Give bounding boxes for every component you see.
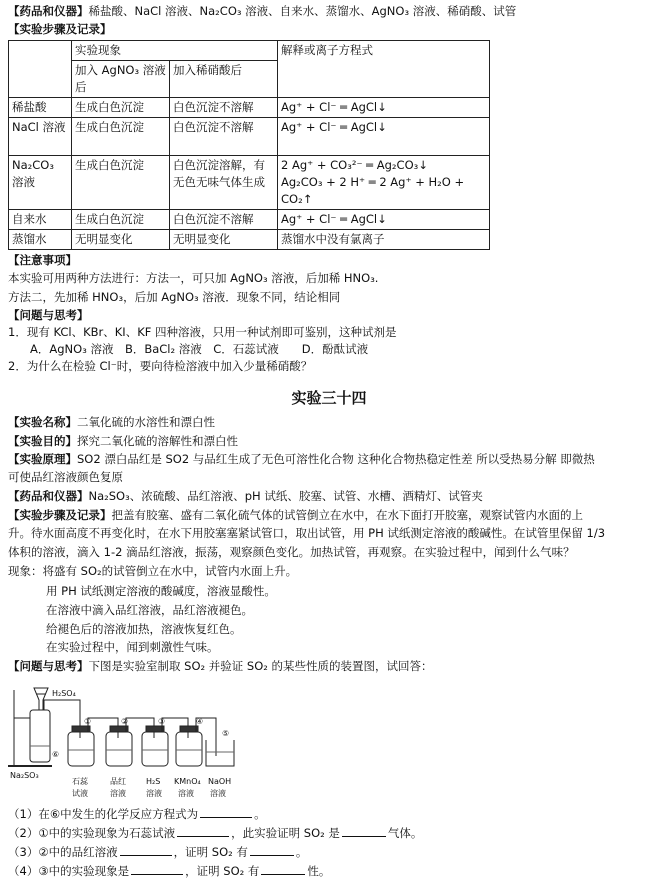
- observation-3: 给褪色后的溶液加热，溶液恢复红色。: [46, 622, 242, 636]
- answer-2-mid: ，此实验证明 SO₂ 是: [231, 826, 340, 840]
- row-equation: Ag⁺ + Cl⁻ ═ AgCl↓: [278, 98, 490, 118]
- notes-line-2: 方法二，先加稀 HNO₃，后加 AgNO₃ 溶液．现象不同，结论相同: [8, 290, 341, 304]
- answer-1: [8, 806, 266, 823]
- answer-2: [8, 825, 422, 842]
- answer-4-blank-1[interactable]: [131, 863, 183, 875]
- table-row: [9, 98, 490, 118]
- caption-4b: 溶液: [178, 789, 194, 798]
- answer-3-blank-1[interactable]: [120, 844, 172, 856]
- exp-reagents-label: 【药品和仪器】: [8, 489, 89, 503]
- answer-4-text: （4）③中的实验现象是: [8, 864, 130, 878]
- answer-3-text: （3）②中的品红溶液: [8, 845, 118, 859]
- exp-principle-label: 【实验原理】: [8, 452, 77, 466]
- label-n2: ②: [121, 717, 129, 726]
- exp-principle-2: 可使品红溶液颜色复原: [8, 470, 123, 484]
- beaker-5: [206, 740, 234, 766]
- question-1: 1．现有 KCl、KBr、KI、KF 四种溶液，只用一种试剂即可鉴别，这种试剂是: [8, 325, 397, 339]
- answer-2-blank-2[interactable]: [342, 825, 386, 837]
- exp-purpose: 探究二氧化硫的溶解性和漂白性: [77, 434, 238, 448]
- header-equation: 解释或离子方程式: [278, 41, 490, 98]
- table-row: [9, 156, 490, 210]
- header-phenomenon: 实验现象: [72, 41, 278, 61]
- label-n1: ①: [84, 717, 92, 726]
- table-row: [9, 118, 490, 156]
- row-name: 自来水: [9, 210, 72, 230]
- caption-4a: KMnO₄: [174, 777, 201, 786]
- caption-1b: 试液: [72, 789, 88, 798]
- bottle-4: [176, 726, 202, 766]
- exp-purpose-line: [8, 433, 238, 450]
- exp-reagents-line: [8, 488, 483, 505]
- row-hno3: 无明显变化: [170, 230, 278, 250]
- results-table: [8, 40, 490, 250]
- answer-4-mid: ，证明 SO₂ 有: [185, 864, 260, 878]
- row-equation: 蒸馏水中没有氯离子: [278, 230, 490, 250]
- caption-5b: 溶液: [210, 789, 226, 798]
- answer-1-blank[interactable]: [200, 806, 252, 818]
- equation-line-1: 2 Ag⁺ + CO₃²⁻ ═ Ag₂CO₃↓: [281, 158, 428, 172]
- label-na2so3: Na₂SO₃: [10, 771, 39, 780]
- answer-3-mid: ，证明 SO₂ 有: [173, 845, 248, 859]
- bottle-2: [106, 726, 132, 766]
- experiment-title: 实验三十四: [291, 389, 367, 407]
- exp-name-line: [8, 414, 215, 431]
- exp-principle-1: SO2 漂白品红是 SO2 与品红生成了无色可溶性化合物 这种化合物热稳定性差 所以受热易分解 即微热: [77, 452, 595, 466]
- label-h2so4: H₂SO₄: [52, 689, 76, 698]
- row-name: 蒸馏水: [9, 230, 72, 250]
- exp-question-line: [8, 658, 433, 675]
- exp-steps-3: 体积的溶液，滴入 1-2 滴品红溶液，振荡，观察颜色变化。加热试管，再观察。在实验过程中，闻到什么气味？: [8, 545, 575, 559]
- row-agno3: 生成白色沉淀: [72, 156, 170, 210]
- exp-steps-label: 【实验步骤及记录】: [8, 508, 112, 522]
- exp-reagents: Na₂SO₃、浓硫酸、品红溶液、pH 试纸、胶塞、试管、水槽、酒精灯、试管夹: [88, 489, 483, 503]
- answer-4-end: 性。: [307, 864, 331, 878]
- caption-1a: 石蕊: [72, 777, 88, 786]
- reaction-tube: [30, 710, 50, 762]
- exp-name-label: 【实验名称】: [8, 415, 77, 429]
- answer-3-end: 。: [295, 845, 308, 859]
- exp-question-label: 【问题与思考】: [8, 659, 89, 673]
- answer-2-end: 气体。: [387, 826, 423, 840]
- reagents-label: 【药品和仪器】: [8, 4, 89, 18]
- row-name: 稀盐酸: [9, 98, 72, 118]
- answer-2-text: （2）①中的实验现象为石蕊试液: [8, 826, 176, 840]
- observation-1: 用 PH 试纸测定溶液的酸碱度，溶液显酸性。: [46, 584, 276, 598]
- answer-3-blank-2[interactable]: [250, 844, 294, 856]
- answer-1-text: （1）在⑥中发生的化学反应方程式为: [8, 807, 199, 821]
- exp-steps-1: 把盖有胶塞、盛有二氧化硫气体的试管倒立在水中，在水下面打开胶塞，观察试管内水面的上: [111, 508, 583, 522]
- row-equation: [278, 156, 490, 210]
- notes-label: 【注意事项】: [8, 253, 77, 267]
- answer-2-blank-1[interactable]: [177, 825, 229, 837]
- exp-name: 二氧化硫的水溶性和漂白性: [77, 415, 215, 429]
- question-1-options: A．AgNO₃ 溶液 B．BaCl₂ 溶液 C．石蕊试液 D．酚酞试液: [30, 342, 369, 356]
- questions-label: 【问题与思考】: [8, 308, 89, 322]
- row-name: Na₂CO₃ 溶液: [9, 156, 72, 210]
- row-hno3: 白色沉淀不溶解: [170, 210, 278, 230]
- steps-label: 【实验步骤及记录】: [8, 22, 112, 36]
- bottle-3: [142, 726, 168, 766]
- answer-4: [8, 863, 330, 880]
- label-n6: ⑥: [52, 750, 60, 759]
- row-hno3: 白色沉淀不溶解: [170, 98, 278, 118]
- equation-line-2: Ag₂CO₃ + 2 H⁺ ═ 2 Ag⁺ + H₂O + CO₂↑: [281, 175, 465, 206]
- notes-line-1: 本实验可用两种方法进行：方法一，可只加 AgNO₃ 溶液，后加稀 HNO₃.: [8, 271, 379, 285]
- table-row: [9, 230, 490, 250]
- table-row: [9, 210, 490, 230]
- row-equation: Ag⁺ + Cl⁻ ═ AgCl↓: [278, 210, 490, 230]
- answer-3: [8, 844, 307, 861]
- reagents-text: 稀盐酸、NaCl 溶液、Na₂CO₃ 溶液、自来水、蒸馏水、AgNO₃ 溶液、稀硝酸、试管: [88, 4, 517, 18]
- caption-3b: 溶液: [146, 789, 162, 798]
- row-hno3: 白色沉淀溶解，有无色无味气体生成: [170, 156, 278, 210]
- subheader-agno3: 加入 AgNO₃ 溶液后: [72, 61, 170, 98]
- exp-steps-2: 升。待水面高度不再变化时，在水下用胶塞塞紧试管口，取出试管，用 PH 试纸测定溶液的酸碱性。在试管里保留 1/3: [8, 526, 606, 540]
- row-hno3: 白色沉淀不溶解: [170, 118, 278, 156]
- row-equation: Ag⁺ + Cl⁻ ═ AgCl↓: [278, 118, 490, 156]
- label-n5: ⑤: [222, 729, 230, 738]
- subheader-hno3: 加入稀硝酸后: [170, 61, 278, 98]
- dropping-funnel: [34, 688, 48, 710]
- apparatus-diagram: [8, 680, 238, 802]
- bottle-1: [68, 726, 94, 766]
- caption-2b: 溶液: [110, 789, 126, 798]
- row-agno3: 无明显变化: [72, 230, 170, 250]
- row-name: NaCl 溶液: [9, 118, 72, 156]
- observation-4: 在实验过程中，闻到刺激性气味。: [46, 640, 219, 654]
- label-n4: ④: [196, 717, 204, 726]
- question-2: 2．为什么在检验 Cl⁻时，要向待检溶液中加入少量稀硝酸？: [8, 359, 313, 373]
- exp-steps-line: [8, 507, 583, 524]
- reagents-line: [8, 3, 516, 20]
- observation-2: 在溶液中滴入品红溶液，品红溶液褪色。: [46, 603, 253, 617]
- answer-4-blank-2[interactable]: [261, 863, 305, 875]
- observation-0: 现象：将盛有 SO₂的试管倒立在水中，试管内水面上升。: [8, 564, 298, 578]
- corner-cell: [9, 41, 72, 98]
- exp-question-text: 下图是实验室制取 SO₂ 并验证 SO₂ 的某些性质的装置图，试回答：: [88, 659, 433, 673]
- caption-3a: H₂S: [146, 777, 161, 786]
- exp-purpose-label: 【实验目的】: [8, 434, 77, 448]
- caption-2a: 品红: [110, 777, 126, 786]
- row-agno3: 生成白色沉淀: [72, 118, 170, 156]
- answer-1-end: 。: [254, 807, 266, 821]
- caption-5a: NaOH: [208, 777, 232, 786]
- label-n3: ③: [158, 717, 166, 726]
- exp-principle-line: [8, 451, 595, 468]
- row-agno3: 生成白色沉淀: [72, 98, 170, 118]
- row-agno3: 生成白色沉淀: [72, 210, 170, 230]
